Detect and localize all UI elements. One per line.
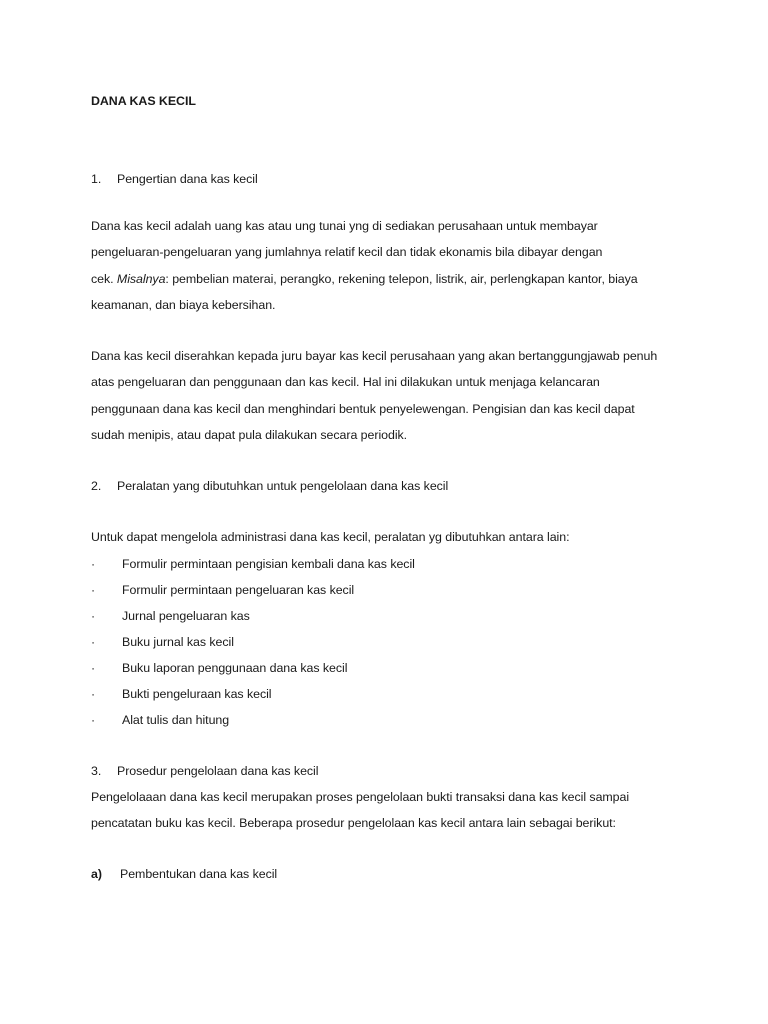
section-3-number: 3. [91,763,102,778]
italic-text: Misalnya [116,271,166,286]
document-title: DANA KAS KECIL [91,94,196,108]
bullet-icon: · [91,686,96,701]
paragraph-line: Dana kas kecil adalah uang kas atau ung tunai yng di sediakan perusahaan untuk membayar [91,219,598,233]
list-item [91,577,691,603]
list-item-text: Formulir permintaan pengisian kembali dana kas kecil [122,556,415,571]
bullet-icon: · [91,712,96,727]
paragraph-line: keamanan, dan biaya kebersihan. [91,297,276,312]
list-item-text: Formulir permintaan pengeluaran kas kecil [122,582,355,597]
section-1-title: Pengertian dana kas kecil [117,172,258,186]
text-span: : pembelian materai, perangko, rekening telepon, listrik, air, perlengkapan kantor, biaya [165,271,638,286]
list-item-text: Buku laporan penggunaan dana kas kecil [122,660,348,675]
list-item [91,629,691,655]
subsection-a-title: Pembentukan dana kas kecil [120,867,278,882]
equipment-list [91,551,691,733]
paragraph-line: pengeluaran-pengeluaran yang jumlahnya relatif kecil dan tidak ekonamis bila dibayar dengan [91,245,603,260]
paragraph-line: sudah menipis, atau dapat pula dilakukan secara periodik. [91,428,408,443]
bullet-icon: · [91,608,96,623]
list-item [91,551,691,577]
paragraph-line: Dana kas kecil diserahkan kepada juru bayar kas kecil perusahaan yang akan bertanggungjawab penuh [91,349,658,364]
paragraph-line: atas pengeluaran dan penggunaan dan kas kecil. Hal ini dilakukan untuk menjaga kelancaran [91,375,600,390]
list-item-text: Buku jurnal kas kecil [122,634,234,649]
subsection-a-label: a) [91,867,102,882]
paragraph-line: Untuk dapat mengelola administrasi dana kas kecil, peralatan yg dibutuhkan antara lain: [91,530,570,545]
list-item-text: Alat tulis dan hitung [122,712,230,727]
list-item-text: Jurnal pengeluaran kas [122,608,250,623]
section-3-paragraph [91,784,691,837]
section-1-paragraph-1 [91,213,691,318]
list-item [91,655,691,681]
list-item [91,603,691,629]
section-2-title: Peralatan yang dibutuhkan untuk pengelolaan dana kas kecil [117,479,449,494]
section-2-heading [91,473,691,499]
bullet-icon: · [91,660,96,675]
list-item-text: Bukti pengeluraan kas kecil [122,686,272,701]
section-2-number: 2. [91,479,102,494]
section-1-paragraph-2 [91,343,691,448]
list-item [91,707,691,733]
section-1-heading [91,166,691,192]
section-1-number: 1. [91,172,102,186]
list-item [91,681,691,707]
bullet-icon: · [91,634,96,649]
section-3-heading [91,758,691,784]
section-2-intro [91,524,691,550]
text-span: cek. [91,271,117,286]
bullet-icon: · [91,556,96,571]
paragraph-line: Pengelolaaan dana kas kecil merupakan proses pengelolaan bukti transaksi dana kas kecil sampai [91,789,630,804]
document-content [91,88,691,887]
subsection-a-heading [91,861,691,887]
section-3-title: Prosedur pengelolaan dana kas kecil [117,763,319,778]
paragraph-line: penggunaan dana kas kecil dan menghindari bentuk penyelewengan. Pengisian dan kas kecil dapat [91,401,635,416]
paragraph-line [91,266,691,292]
bullet-icon: · [91,582,96,597]
paragraph-line: pencatatan buku kas kecil. Beberapa prosedur pengelolaan kas kecil antara lain sebagai berikut: [91,815,616,830]
